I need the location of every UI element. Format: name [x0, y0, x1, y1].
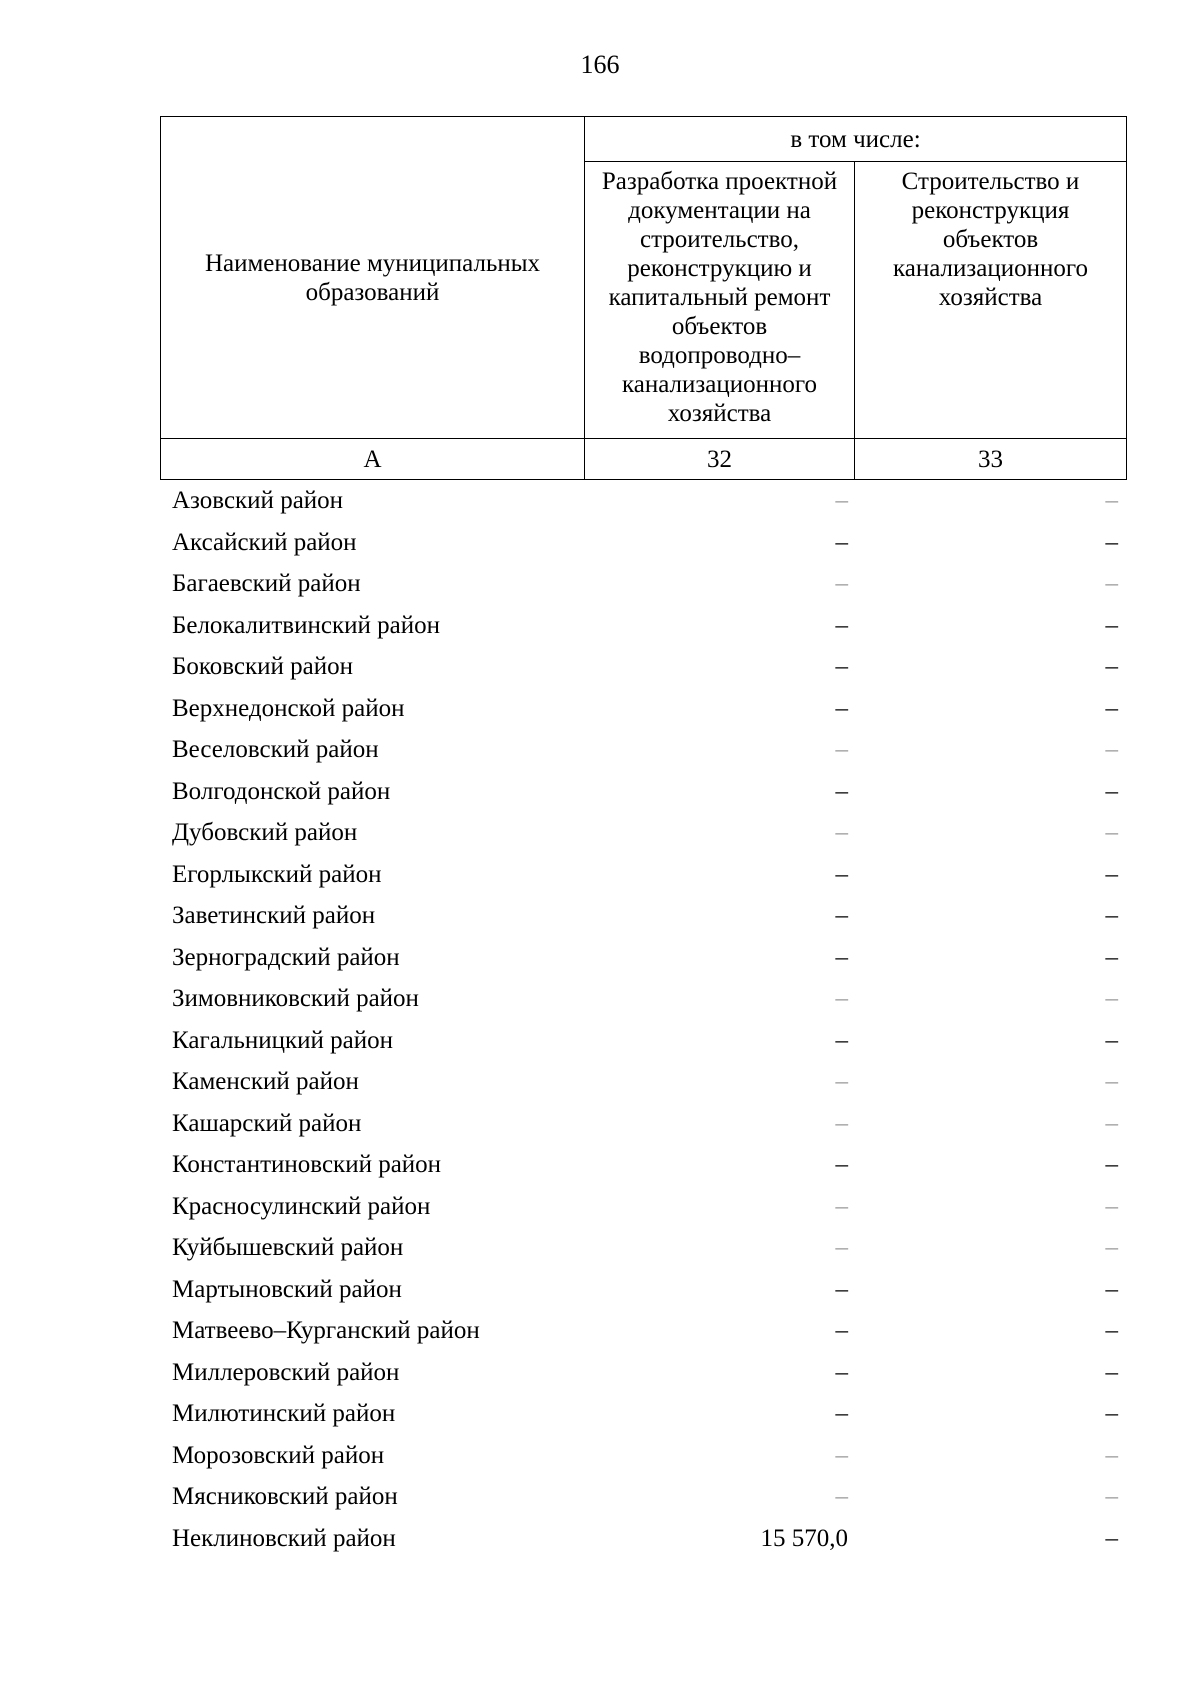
- value-col-33: –: [1105, 777, 1118, 805]
- value-col-32: –: [835, 487, 848, 514]
- municipality-name: Кагальницкий район: [172, 1026, 394, 1054]
- page-number: 166: [580, 50, 620, 79]
- header-municipality: [161, 117, 585, 439]
- value-col-33: –: [1105, 487, 1118, 514]
- table-row: [160, 1480, 1126, 1522]
- municipality-name: Белокалитвинский район: [172, 611, 440, 639]
- header-municipality-label: Наименование муниципальных образований: [204, 249, 541, 306]
- table-row: [160, 899, 1126, 941]
- header-col-32-number: 32: [585, 439, 855, 480]
- header-col-33-label: Строительство и реконструкция объектов канализационного хозяйства: [892, 168, 1089, 311]
- header-col-32-title: [585, 162, 855, 439]
- municipality-name: Аксайский район: [172, 528, 357, 556]
- table-row: [160, 1314, 1126, 1356]
- value-col-33: –: [1105, 1358, 1118, 1386]
- value-col-32: –: [835, 1192, 848, 1220]
- table-row: [160, 1148, 1126, 1190]
- value-col-32: –: [835, 819, 848, 846]
- value-col-32: –: [835, 528, 848, 556]
- value-col-33: –: [1105, 694, 1118, 722]
- table-row: [160, 1356, 1126, 1398]
- value-col-33: –: [1105, 1400, 1118, 1427]
- value-col-32: –: [835, 1151, 848, 1178]
- municipality-name: Константиновский район: [172, 1151, 442, 1178]
- table-row: [160, 941, 1126, 983]
- municipality-name: Кашарский район: [172, 1109, 362, 1137]
- value-col-33: –: [1105, 985, 1118, 1012]
- table-row: [160, 982, 1126, 1024]
- municipality-name: Мартыновский район: [172, 1275, 402, 1303]
- value-col-32: –: [835, 1234, 848, 1261]
- municipality-name: Каменский район: [172, 1068, 359, 1095]
- municipality-name: Верхнедонской район: [172, 694, 405, 722]
- table-row: [160, 1065, 1126, 1107]
- value-col-32: –: [835, 777, 848, 805]
- value-col-32: –: [835, 1068, 848, 1095]
- municipality-name: Дубовский район: [172, 819, 358, 846]
- municipality-name: Миллеровский район: [172, 1358, 400, 1386]
- table-row: [160, 1522, 1126, 1564]
- municipality-name: Красносулинский район: [172, 1192, 431, 1220]
- municipality-name: Багаевский район: [172, 570, 361, 597]
- table-row: [160, 1231, 1126, 1273]
- table-row: [160, 692, 1126, 734]
- value-col-32: –: [835, 611, 848, 639]
- value-col-32: –: [835, 1358, 848, 1386]
- value-col-33: –: [1105, 860, 1118, 888]
- table-row: [160, 1190, 1126, 1232]
- municipality-name: Заветинский район: [172, 902, 376, 929]
- municipality-name: Мясниковский район: [172, 1483, 398, 1510]
- value-col-32: –: [835, 1026, 848, 1054]
- value-col-33: –: [1105, 1234, 1118, 1261]
- value-col-32: –: [835, 736, 848, 763]
- value-col-32: –: [835, 985, 848, 1012]
- value-col-32: –: [835, 1109, 848, 1137]
- value-col-33: –: [1105, 611, 1118, 639]
- value-col-32: –: [835, 1483, 848, 1510]
- value-col-33: –: [1105, 1192, 1118, 1220]
- value-col-32: –: [835, 1400, 848, 1427]
- value-col-32: 15 570,0: [760, 1524, 848, 1552]
- table-header: [160, 116, 1127, 480]
- municipality-name: Азовский район: [172, 487, 344, 514]
- table-row: [160, 609, 1126, 651]
- header-col-32-label: Разработка проектной документации на строительство, реконструкцию и капитальный ремонт объектов водопроводно–канализационного хозяйства: [601, 168, 838, 427]
- header-col-33-number: 33: [855, 439, 1127, 480]
- value-col-33: –: [1105, 1109, 1118, 1137]
- municipality-name: Матвеево–Курганский район: [172, 1317, 480, 1344]
- table-row: [160, 1397, 1126, 1439]
- header-including: в том числе:: [585, 117, 1127, 162]
- table-row: [160, 1024, 1126, 1066]
- value-col-33: –: [1105, 570, 1118, 597]
- table-row: [160, 1107, 1126, 1149]
- value-col-33: –: [1105, 653, 1118, 680]
- value-col-33: –: [1105, 1441, 1118, 1469]
- value-col-33: –: [1105, 1151, 1118, 1178]
- value-col-32: –: [835, 1317, 848, 1344]
- value-col-33: –: [1105, 1524, 1118, 1552]
- value-col-32: –: [835, 1441, 848, 1469]
- table-row: [160, 484, 1126, 526]
- table-row: [160, 526, 1126, 568]
- value-col-33: –: [1105, 1483, 1118, 1510]
- municipality-name: Милютинский район: [172, 1400, 396, 1427]
- header-col-33-title: [855, 162, 1127, 439]
- value-col-33: –: [1105, 1317, 1118, 1344]
- municipality-name: Волгодонской район: [172, 777, 391, 805]
- value-col-32: –: [835, 902, 848, 929]
- municipality-name: Зерноградский район: [172, 943, 400, 971]
- table-row: [160, 567, 1126, 609]
- table-row: [160, 775, 1126, 817]
- value-col-32: –: [835, 1275, 848, 1303]
- value-col-33: –: [1105, 943, 1118, 971]
- table-row: [160, 858, 1126, 900]
- value-col-32: –: [835, 860, 848, 888]
- value-col-33: –: [1105, 1068, 1118, 1095]
- municipality-name: Зимовниковский район: [172, 985, 419, 1012]
- value-col-33: –: [1105, 902, 1118, 929]
- value-col-33: –: [1105, 528, 1118, 556]
- table-body: [160, 484, 1126, 1563]
- municipality-name: Неклиновский район: [172, 1524, 396, 1552]
- value-col-33: –: [1105, 736, 1118, 763]
- municipality-name: Егорлыкский район: [172, 860, 382, 888]
- municipality-name: Боковский район: [172, 653, 353, 680]
- table-row: [160, 1439, 1126, 1481]
- value-col-33: –: [1105, 819, 1118, 846]
- header-col-a: А: [161, 439, 585, 480]
- municipality-name: Морозовский район: [172, 1441, 385, 1469]
- table-row: [160, 816, 1126, 858]
- value-col-32: –: [835, 694, 848, 722]
- value-col-33: –: [1105, 1026, 1118, 1054]
- table-row: [160, 650, 1126, 692]
- municipality-name: Веселовский район: [172, 736, 379, 763]
- value-col-32: –: [835, 943, 848, 971]
- value-col-32: –: [835, 570, 848, 597]
- table-row: [160, 1273, 1126, 1315]
- table-row: [160, 733, 1126, 775]
- value-col-33: –: [1105, 1275, 1118, 1303]
- value-col-32: –: [835, 653, 848, 680]
- municipality-name: Куйбышевский район: [172, 1234, 404, 1261]
